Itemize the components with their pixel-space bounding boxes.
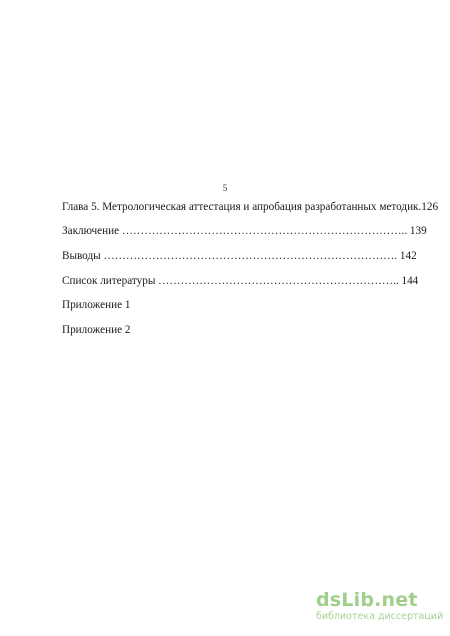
- toc-entry-appendix-1: Приложение 1: [62, 299, 131, 311]
- page-number: 5: [222, 183, 228, 193]
- watermark-logo: dsLib.net: [316, 589, 418, 611]
- watermark: [316, 589, 444, 622]
- toc-entry-chapter-5: Глава 5. Метрологическая аттестация и апробация разработанных методик.126: [62, 201, 439, 213]
- toc-entry-references: Список литературы ……………………………………………………….. 144: [62, 275, 419, 287]
- toc-entry-findings: Выводы ……………………………………………………………………. 142: [62, 250, 417, 262]
- toc-entry-appendix-2: Приложение 2: [62, 324, 131, 336]
- toc-entry-conclusion: Заключение ………………………………………………………………….. 139: [62, 225, 427, 237]
- watermark-tagline: библиотека диссертаций: [316, 611, 444, 622]
